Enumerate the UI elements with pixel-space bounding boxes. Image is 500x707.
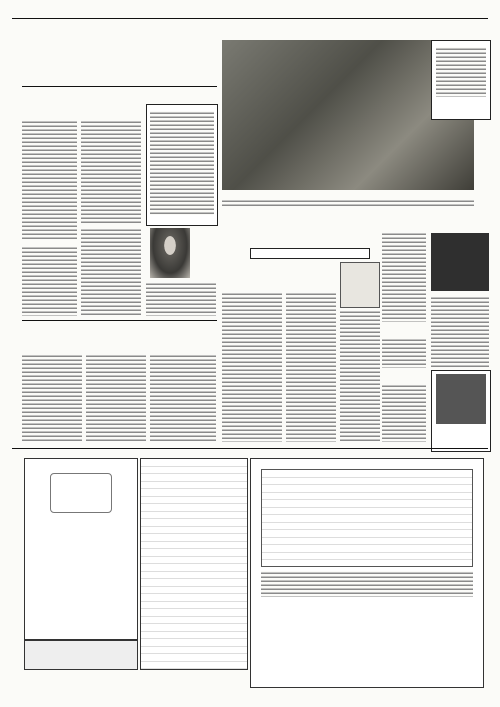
tea-ad (431, 233, 489, 291)
bottom-text-3 (150, 354, 216, 442)
logo-body (436, 47, 486, 97)
photo-caption (222, 199, 474, 207)
divider (22, 320, 217, 321)
right-text-3 (382, 384, 426, 442)
body-text-col2 (81, 120, 141, 225)
right-text-1 (382, 232, 426, 322)
person-portrait (150, 228, 190, 278)
feature-illustration (340, 262, 380, 308)
ad-left-table (140, 458, 248, 670)
ad-left-badge (50, 473, 112, 513)
feature-text-1 (222, 292, 282, 442)
ad-right-table (261, 469, 473, 567)
inset-title (147, 105, 217, 109)
inset-body (150, 111, 214, 215)
ad-left (24, 458, 138, 640)
body-text-col3 (146, 282, 216, 316)
feature-text-2 (286, 292, 336, 442)
page-header (12, 0, 488, 19)
magazine-ad (431, 370, 491, 452)
divider (22, 86, 217, 87)
magazine-cover (436, 374, 486, 424)
timeline-inset (146, 104, 218, 226)
feature-text-3 (340, 310, 380, 442)
right-body-text (431, 296, 489, 368)
bottom-text-2 (86, 354, 146, 442)
body-text-col1b (22, 246, 77, 316)
feature-kicker-box (250, 248, 370, 259)
body-text-col1 (22, 120, 77, 240)
ad-left-footer (24, 640, 138, 670)
bottom-text-1 (22, 354, 82, 442)
body-text-col2b (81, 228, 141, 316)
right-text-2 (382, 338, 426, 368)
ad-right-text (261, 571, 473, 597)
ad-right (250, 458, 484, 688)
ad-divider (12, 448, 488, 449)
logo-box (431, 40, 491, 120)
